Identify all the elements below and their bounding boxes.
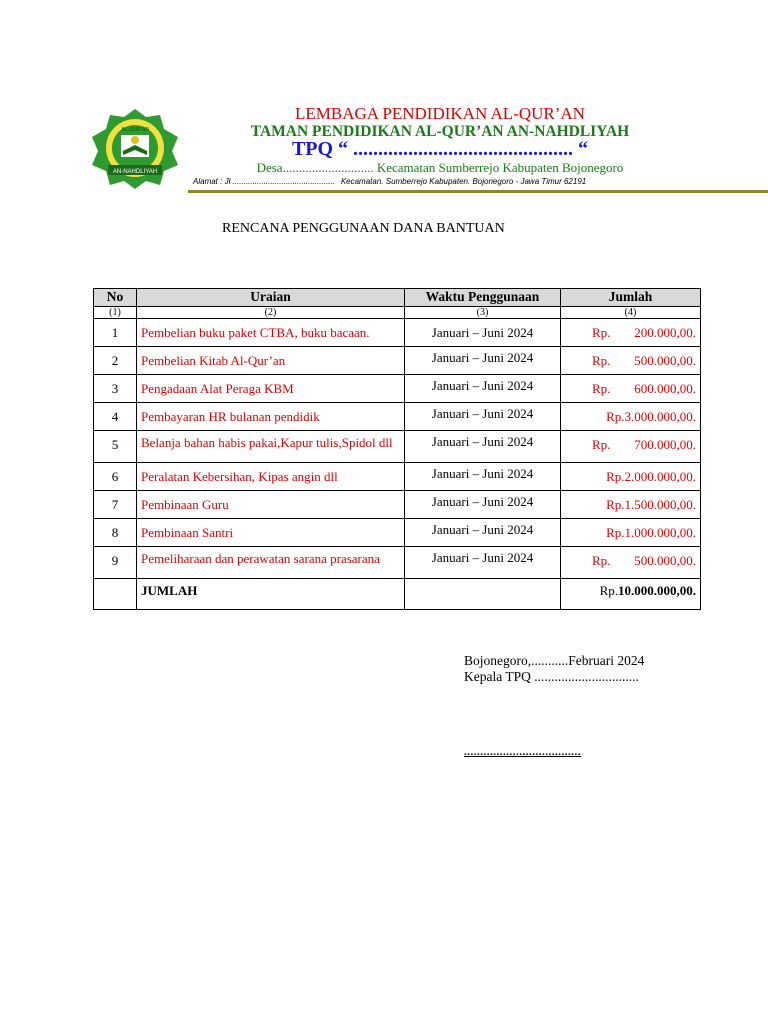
amount-value: Rp.2.000.000,00. <box>606 469 696 484</box>
row-time: Januari – Juni 2024 <box>405 375 561 403</box>
row-description: Pembinaan Guru <box>137 491 405 519</box>
index-cell: (2) <box>137 307 405 319</box>
address-street: Alamat : Jl .............................................. <box>193 177 335 186</box>
index-cell: (1) <box>94 307 137 319</box>
row-amount <box>561 319 701 347</box>
logo-badge-text: AN-NAHDLIYAH <box>112 169 158 175</box>
total-amount <box>561 579 701 610</box>
row-number: 1 <box>94 319 137 347</box>
currency-label: Rp. <box>592 553 611 568</box>
school-name: TAMAN PENDIDIKAN AL-QUR’AN AN-NAHDLIYAH <box>250 123 630 140</box>
location-line: Desa............................ Kecamatan Sumberrejo Kabupaten Bojonegoro <box>256 160 624 175</box>
row-number: 8 <box>94 519 137 547</box>
logo-top-text: AL-QUR'AN <box>121 127 149 133</box>
institution-name: LEMBAGA PENDIDIKAN AL-QUR’AN <box>295 104 585 123</box>
amount-value: Rp.1.000.000,00. <box>606 525 696 540</box>
row-amount <box>561 375 701 403</box>
signature-role: Kepala TPQ ............................... <box>464 669 639 684</box>
amount-value: 700.000,00. <box>634 437 696 452</box>
row-time: Januari – Juni 2024 <box>405 491 561 519</box>
table-row <box>94 403 701 431</box>
total-label: JUMLAH <box>137 579 405 610</box>
row-amount <box>561 431 701 463</box>
row-amount <box>561 347 701 375</box>
row-number: 6 <box>94 463 137 491</box>
table-row <box>94 347 701 375</box>
row-time: Januari – Juni 2024 <box>405 547 561 579</box>
currency-label: Rp. <box>592 437 611 452</box>
header-divider <box>188 190 768 193</box>
row-time: Januari – Juni 2024 <box>405 431 561 463</box>
col-header-description: Uraian <box>137 289 405 307</box>
currency-label: Rp. <box>592 353 611 368</box>
row-number: 3 <box>94 375 137 403</box>
signature-name-line: .................................... <box>464 746 581 758</box>
total-value: 10.000.000,00. <box>618 583 696 598</box>
row-amount <box>561 403 701 431</box>
amount-value: 600.000,00. <box>634 381 696 396</box>
row-time: Januari – Juni 2024 <box>405 519 561 547</box>
total-row <box>94 579 701 610</box>
row-description: Pengadaan Alat Peraga KBM <box>137 375 405 403</box>
total-blank-cell <box>94 579 137 610</box>
budget-table <box>93 288 701 610</box>
total-blank-cell <box>405 579 561 610</box>
amount-value: 500.000,00. <box>634 553 696 568</box>
address-line <box>193 177 586 186</box>
row-description: Pembayaran HR bulanan pendidik <box>137 403 405 431</box>
row-number: 7 <box>94 491 137 519</box>
table-row <box>94 547 701 579</box>
table-row <box>94 519 701 547</box>
row-amount <box>561 547 701 579</box>
row-description: Pembinaan Santri <box>137 519 405 547</box>
currency-label: Rp. <box>592 381 611 396</box>
amount-value: Rp.1.500.000,00. <box>606 497 696 512</box>
currency-label: Rp. <box>592 325 611 340</box>
row-description: Pemeliharaan dan perawatan sarana prasarana <box>137 547 405 579</box>
row-description: Pembelian Kitab Al-Qur’an <box>137 347 405 375</box>
amount-value: 500.000,00. <box>634 353 696 368</box>
row-time: Januari – Juni 2024 <box>405 347 561 375</box>
amount-value: Rp.3.000.000,00. <box>606 409 696 424</box>
amount-value: 200.000,00. <box>634 325 696 340</box>
col-header-time: Waktu Penggunaan <box>405 289 561 307</box>
col-header-no: No <box>94 289 137 307</box>
row-description: Peralatan Kebersihan, Kipas angin dll <box>137 463 405 491</box>
row-description: Belanja bahan habis pakai,Kapur tulis,Spidol dll <box>137 431 405 463</box>
address-region: Kecamatan. Sumberrejo Kabupaten. Bojonegoro - Jawa Timur 62191 <box>340 177 587 186</box>
table-row <box>94 463 701 491</box>
institution-logo <box>88 107 182 189</box>
col-header-amount: Jumlah <box>561 289 701 307</box>
row-amount <box>561 463 701 491</box>
table-row <box>94 319 701 347</box>
index-cell: (3) <box>405 307 561 319</box>
row-amount <box>561 491 701 519</box>
table-header-row <box>94 289 701 307</box>
row-number: 5 <box>94 431 137 463</box>
table-row <box>94 375 701 403</box>
table-row <box>94 431 701 463</box>
row-time: Januari – Juni 2024 <box>405 403 561 431</box>
table-index-row <box>94 307 701 319</box>
row-description: Pembelian buku paket CTBA, buku bacaan. <box>137 319 405 347</box>
document-title: RENCANA PENGGUNAAN DANA BANTUAN <box>222 221 505 236</box>
row-number: 2 <box>94 347 137 375</box>
total-prefix: Rp. <box>599 583 618 598</box>
row-number: 4 <box>94 403 137 431</box>
index-cell: (4) <box>561 307 701 319</box>
row-amount <box>561 519 701 547</box>
row-number: 9 <box>94 547 137 579</box>
tpq-name: TPQ “ ............................................ “ <box>291 138 589 160</box>
row-time: Januari – Juni 2024 <box>405 463 561 491</box>
table-row <box>94 491 701 519</box>
row-time: Januari – Juni 2024 <box>405 319 561 347</box>
signature-place-date: Bojonegoro,...........Februari 2024 <box>464 653 645 668</box>
